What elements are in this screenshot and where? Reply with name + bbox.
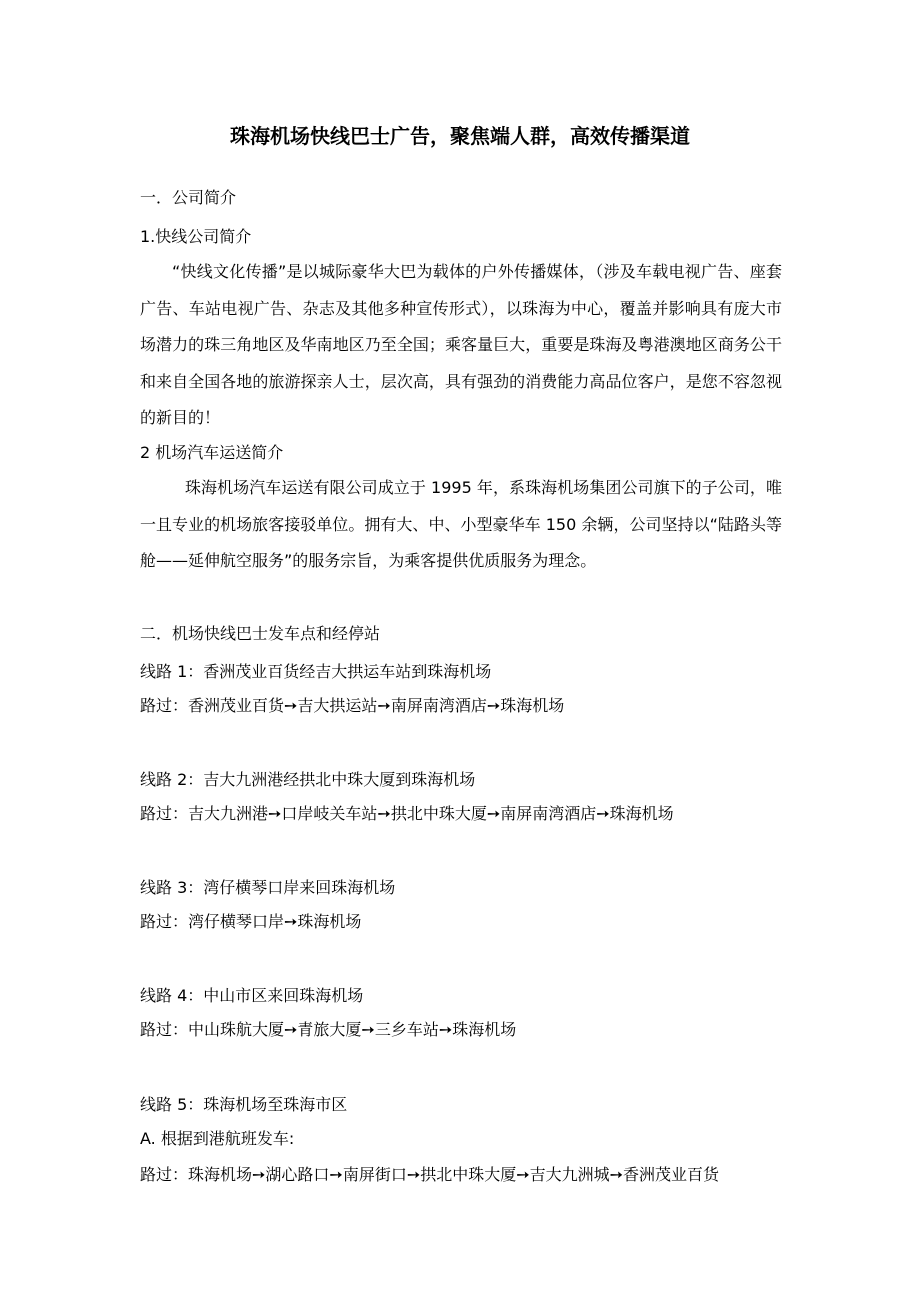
document-title: 珠海机场快线巴士广告，聚焦端人群，高效传播渠道 <box>230 124 690 148</box>
route-3-name: 线路 3：湾仔横琴口岸来回珠海机场 <box>140 878 396 897</box>
route-2-stops: 路过：吉大九洲港➙口岸岐关车站➙拱北中珠大厦➙南屏南湾酒店➙珠海机场 <box>140 804 674 823</box>
section-heading-company-intro: 一．公司简介 <box>140 188 237 207</box>
route-5-sub: A. 根据到港航班发车: <box>140 1129 295 1148</box>
subheading-airport-transport: 2 机场汽车运送简介 <box>140 443 284 462</box>
subheading-express-company: 1.快线公司简介 <box>140 227 252 246</box>
route-5-name: 线路 5：珠海机场至珠海市区 <box>140 1095 348 1114</box>
route-5-stops: 路过：珠海机场➙湖心路口➙南屏街口➙拱北中珠大厦➙吉大九洲城➙香洲茂业百货 <box>140 1165 720 1184</box>
route-1-stops: 路过：香洲茂业百货➙吉大拱运站➙南屏南湾酒店➙珠海机场 <box>140 696 565 715</box>
section-heading-routes: 二．机场快线巴士发车点和经停站 <box>140 624 381 643</box>
route-2-name: 线路 2：吉大九洲港经拱北中珠大厦到珠海机场 <box>140 770 476 789</box>
route-3-stops: 路过：湾仔横琴口岸➙珠海机场 <box>140 912 362 931</box>
route-4-stops: 路过：中山珠航大厦➙青旅大厦➙三乡车站➙珠海机场 <box>140 1020 517 1039</box>
paragraph-airport-transport: 珠海机场汽车运送有限公司成立于 1995 年，系珠海机场集团公司旗下的子公司，唯一且专业的机场旅客接驳单位。拥有大、中、小型豪华车 150 余辆，公司坚持以“陆路头等舱——延伸航空服务”的服务宗旨，为乘客提供优质服务为理念。 <box>140 478 782 571</box>
route-1-name: 线路 1：香洲茂业百货经吉大拱运车站到珠海机场 <box>140 662 492 681</box>
route-4-name: 线路 4：中山市区来回珠海机场 <box>140 986 364 1005</box>
paragraph-express-company: “快线文化传播”是以城际豪华大巴为载体的户外传播媒体，（涉及车载电视广告、座套广告、车站电视广告、杂志及其他多种宣传形式），以珠海为中心，覆盖并影响具有庞大市场潜力的珠三角地区及华南地区乃至全国；乘客量巨大，重要是珠海及粤港澳地区商务公干和来自全国各地的旅游探亲人士，层次高，具有强劲的消费能力高品位客户，是您不容忽视的新目的！ <box>140 262 782 428</box>
